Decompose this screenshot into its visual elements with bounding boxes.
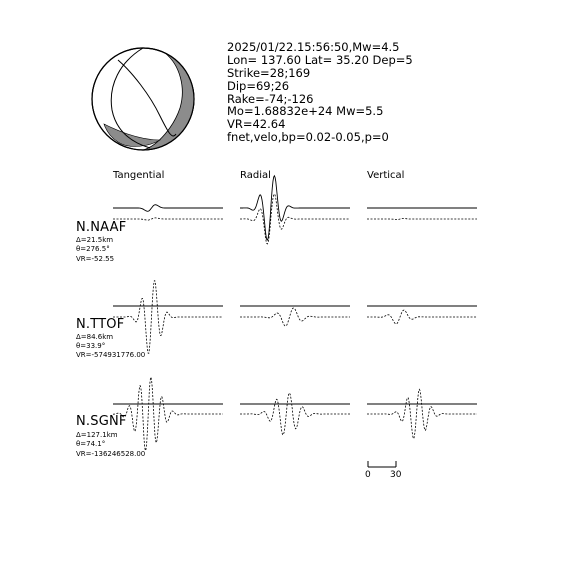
- station-name-3: N.SGNF: [76, 414, 127, 429]
- synthetic-trace-2-vertical: [367, 310, 477, 324]
- station-distance-3: Δ=127.1km: [76, 431, 118, 439]
- station-name-1: N.NAAF: [76, 220, 127, 235]
- station-distance-1: Δ=21.5km: [76, 236, 114, 244]
- header-line-strike: Strike=28;169: [227, 66, 311, 80]
- header-line-location: Lon= 137.60 Lat= 35.20 Dep=5: [227, 53, 413, 67]
- focal-mechanism-beachball: [92, 48, 194, 150]
- synthetic-trace-3-tangential: [113, 377, 223, 450]
- header-line-moment: Mo=1.68832e+24 Mw=5.5: [227, 104, 384, 118]
- column-header-tangential: Tangential: [113, 170, 165, 181]
- synthetic-trace-1-radial: [240, 194, 350, 244]
- station-distance-2: Δ=84.6km: [76, 333, 114, 341]
- station-azimuth-1: θ=276.5°: [76, 245, 110, 253]
- station-vr-3: VR=-136246528.00: [76, 450, 146, 458]
- header-line-dip: Dip=69;26: [227, 79, 290, 93]
- time-scale-end: 30: [390, 470, 402, 480]
- header-line-params: fnet,velo,bp=0.02-0.05,p=0: [227, 130, 389, 144]
- time-scale-start: 0: [365, 470, 371, 480]
- synthetic-trace-2-tangential: [113, 281, 223, 354]
- header-line-rake: Rake=-74;-126: [227, 92, 314, 106]
- observed-trace-1-radial: [240, 176, 350, 240]
- column-header-vertical: Vertical: [367, 170, 405, 181]
- synthetic-trace-1-tangential: [113, 218, 223, 220]
- station-vr-2: VR=-574931776.00: [76, 351, 146, 359]
- observed-trace-1-tangential: [113, 205, 223, 212]
- synthetic-trace-2-radial: [240, 308, 350, 326]
- seismogram-traces: [113, 176, 477, 451]
- column-header-radial: Radial: [240, 170, 271, 181]
- station-azimuth-2: θ=33.9°: [76, 342, 106, 350]
- header-line-datetime: 2025/01/22.15:56:50,Mw=4.5: [227, 40, 400, 54]
- station-name-2: N.TTOF: [76, 317, 125, 332]
- time-scale-bar: [368, 461, 396, 467]
- station-azimuth-3: θ=74.1°: [76, 440, 106, 448]
- header-line-vr: VR=42.64: [227, 117, 286, 131]
- synthetic-trace-3-radial: [240, 393, 350, 435]
- synthetic-trace-1-vertical: [367, 218, 477, 219]
- station-vr-1: VR=-52.55: [76, 255, 115, 263]
- synthetic-trace-3-vertical: [367, 389, 477, 438]
